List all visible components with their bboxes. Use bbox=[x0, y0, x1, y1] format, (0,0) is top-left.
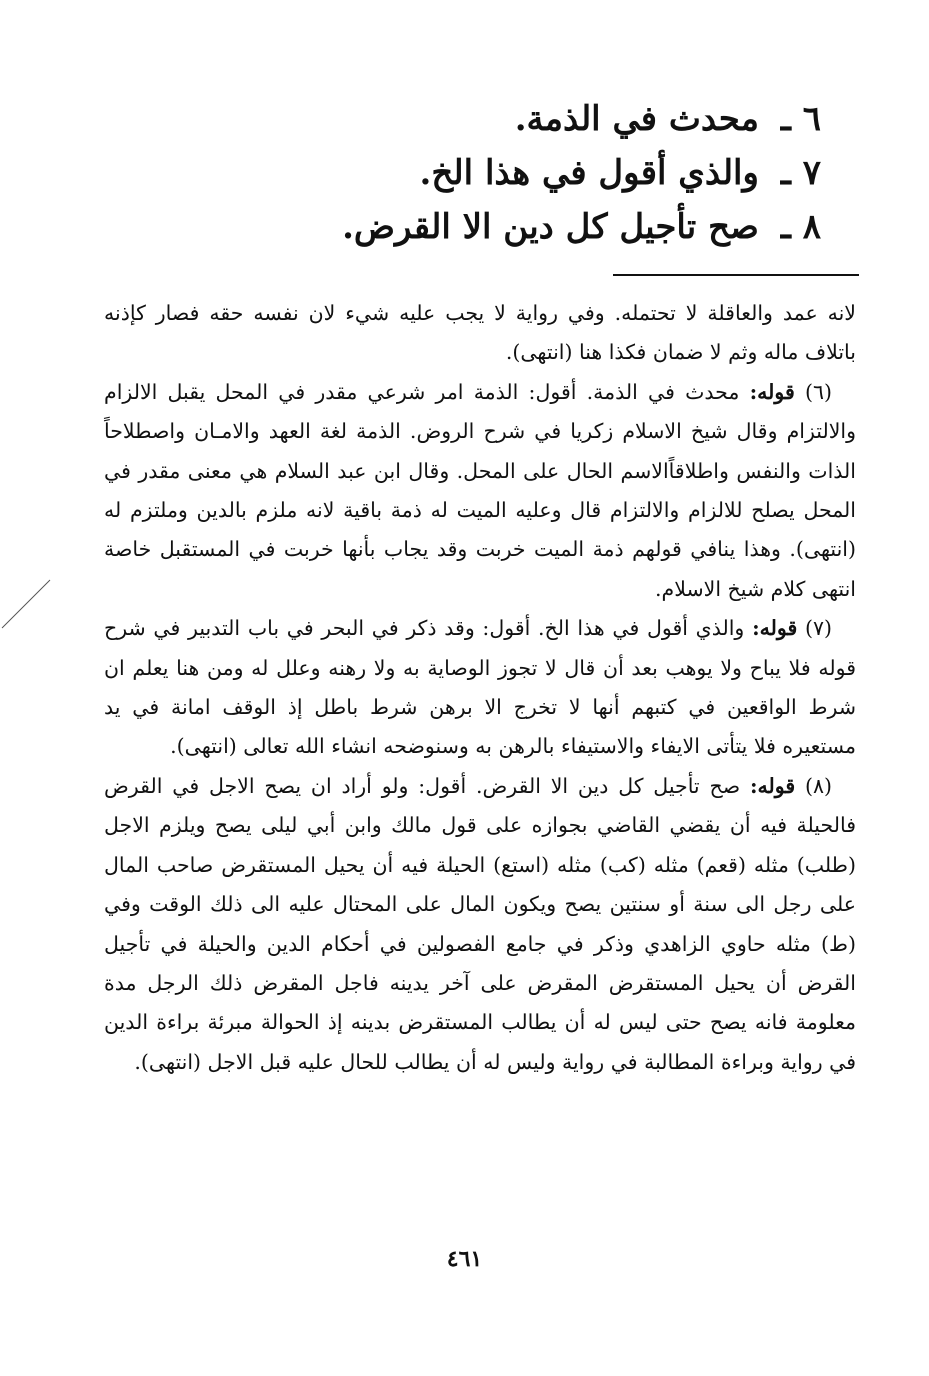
page-number: ٤٦١ bbox=[446, 1246, 483, 1272]
footnote-marker: (٨) bbox=[804, 773, 832, 798]
footnote-6 bbox=[104, 373, 856, 609]
footnote-text: صح تأجيل كل دين الا القرض. أقول: ولو أراد ان يصح الاجل في القرض فالحيلة فيه أن يقضي القاضي بجوازه على قول مالك وابن أبي ليلى يصح ويلزم الاجل (طلب) مثله (قعم) مثله (كب) مثله (استع) الحيلة فيه أن يحيل المستقرض صاحب المال على رجل الى سنة أو سنتين يصح ويكون المال على المحتال عليه الى ذلك الوقت وفي (ط) مثله حاوي الزاهدي وذكر في جامع الفصولين في أحكام الدين والحيلة في تأجيل القرض أن يحيل المستقرض المقرض على آخر يدينه فاجل المقرض ذلك الرجل مدة معلومة فانه يصح حتى ليس له أن يطالب المستقرض بدينه إذ الحوالة مبرئة براءة الدين في رواية وبراءة المطالبة في رواية وليس له أن يطالب للحال عليه قبل الاجل (انتهى). bbox=[104, 773, 856, 1074]
footnote-text: محدث في الذمة. أقول: الذمة امر شرعي مقدر في المحل يقبل الالزام والالتزام وقال شيخ الاسلام زكريا في شرح الروض. الذمة لغة العهد والامـان واصطلاحاً الذات والنفس واطلاقاًالاسم الحال على المحل. وقال ابن عبد السلام هي معنى مقدر في المحل يصلح للالزام والالتزام قال وعليه الميت له ذمة باقية لانه ملزم بالدين وملتزم له (انتهى). وهذا ينافي قولهم ذمة الميت خربت وقد يجاب بأنها خربت في المستقبل خاصة انتهى كلام شيخ الاسلام. bbox=[104, 379, 856, 601]
footnote-8 bbox=[104, 767, 856, 1082]
footnote-marker: (٧) bbox=[804, 616, 832, 641]
footnote-continuation: لانه عمد والعاقلة لا تحتمله. وفي رواية لا يجب عليه شيء لان نفسه حقه فصار كإذنه باتلاف ماله وثم لا ضمان فكذا هنا (انتهى). bbox=[104, 301, 856, 365]
footnote-separator bbox=[613, 274, 859, 276]
footnote-text: والذي أقول في هذا الخ. أقول: وقد ذكر في البحر في باب التدبير في شرح قوله فلا يباح ولا يوهب بعد أن قال لا تجوز الوصاية به ولا رهنه وعلل له ومن هنا يعلم ان شرط الواقعين في كتبهم أنها لا تخرج الا برهن شرط باطل إذ الوقف امانة في يد مستعيره فلا يتأتى الايفاء والاستيفاء بالرهن به وسنوضحه انشاء الله تعالى (انتهى). bbox=[104, 616, 856, 759]
heading-text: صح تأجيل كل دين الا القرض. bbox=[342, 207, 759, 247]
footnote-keyword: قوله: bbox=[749, 773, 796, 798]
heading-6 bbox=[301, 92, 821, 146]
footnotes-body bbox=[104, 294, 856, 1082]
heading-number: ٦ ـ bbox=[780, 99, 821, 139]
margin-pencil-mark bbox=[0, 0, 60, 640]
footnote-7 bbox=[104, 609, 856, 767]
heading-number: ٧ ـ bbox=[780, 153, 821, 193]
heading-number: ٨ ـ bbox=[780, 207, 821, 247]
heading-text: والذي أقول في هذا الخ. bbox=[419, 153, 759, 193]
footnote-marker: (٦) bbox=[804, 379, 832, 404]
heading-text: محدث في الذمة. bbox=[514, 99, 759, 139]
heading-7 bbox=[301, 146, 821, 200]
heading-8 bbox=[301, 200, 821, 254]
footnote-keyword: قوله: bbox=[749, 379, 795, 404]
footnote-keyword: قوله: bbox=[752, 616, 798, 641]
matn-headings bbox=[301, 92, 821, 254]
